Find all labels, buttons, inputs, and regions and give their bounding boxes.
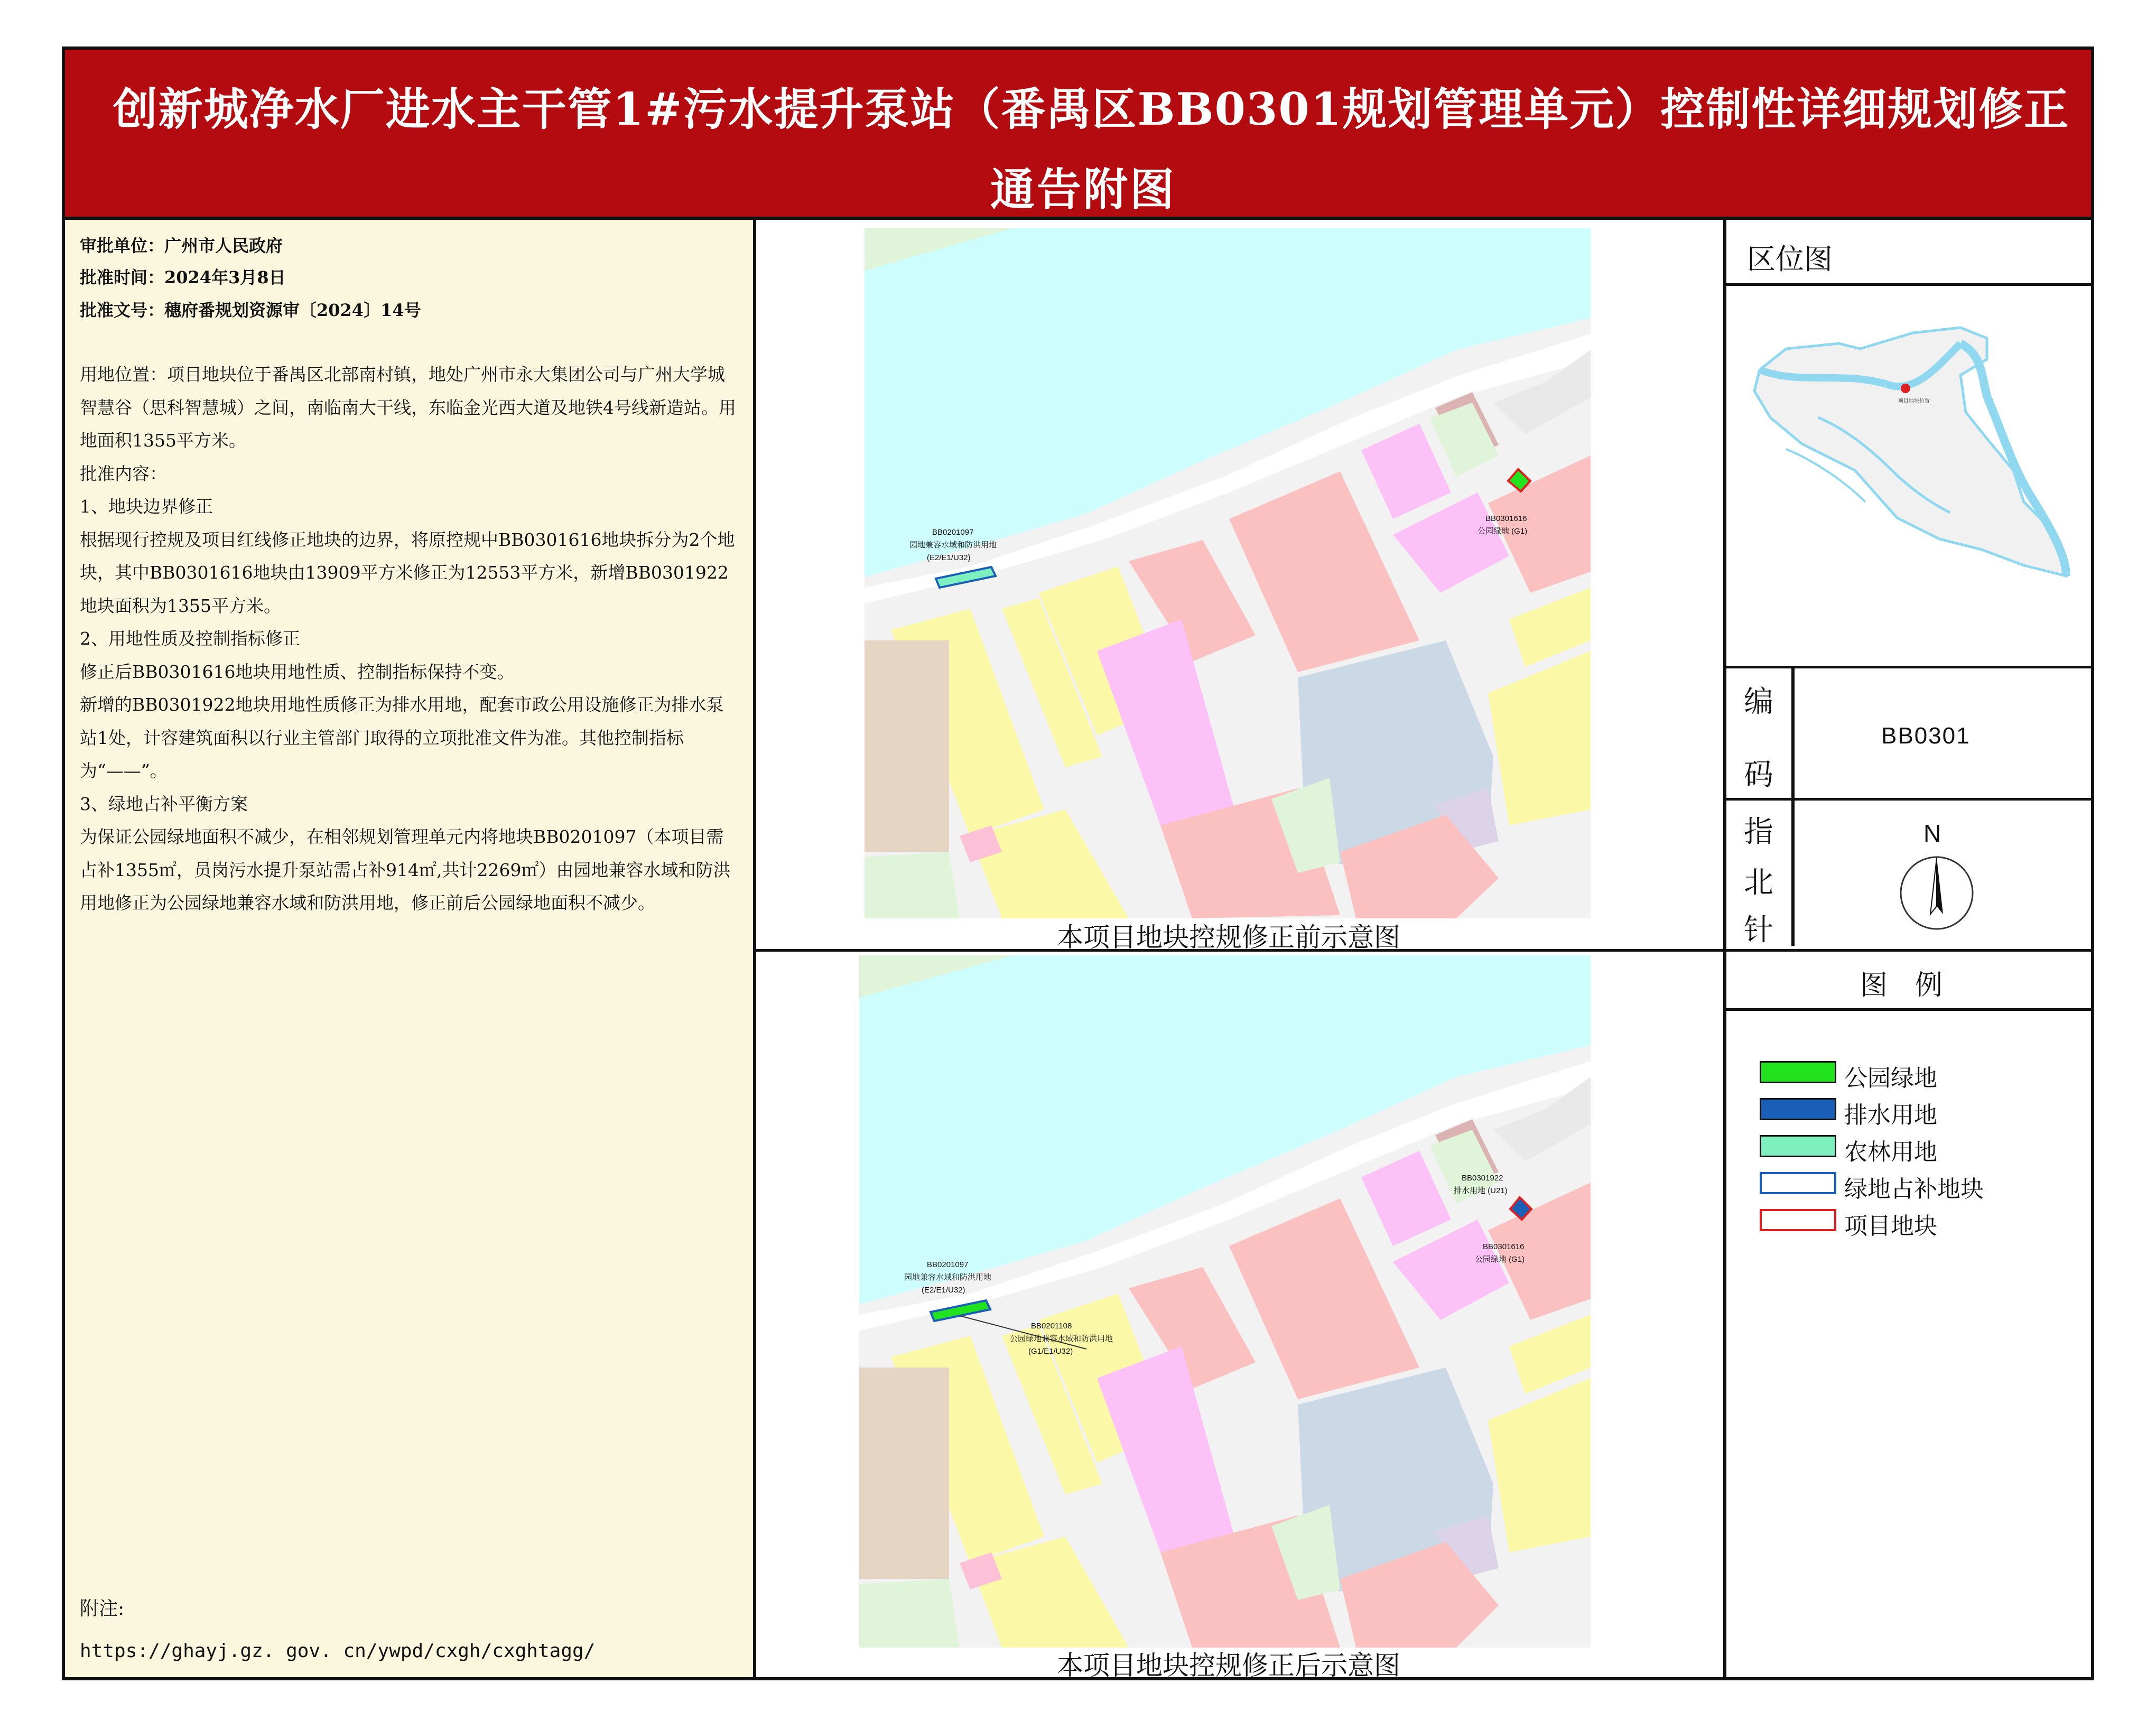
approval-doc-number: 批准文号：穗府番规划资源审〔2024〕14号 xyxy=(80,300,421,320)
unit-code-value: BB0301 xyxy=(1881,723,1971,749)
paragraph-section-3: 3、绿地占补平衡方案 xyxy=(80,793,248,814)
after-east1-use: 排水用地 (U21) xyxy=(1454,1186,1508,1195)
paragraph-balance: 为保证公园绿地面积不减少，在相邻规划管理单元内将地块BB0201097（本项目需占补1355㎡，员岗污水提升泵站需占补914㎡,共计2269㎡）由园地兼容水域和防洪用地修正为公园绿地兼容水域和防洪用地，修正前后公园绿地面积不减少。 xyxy=(80,826,731,913)
north-char-2: 北 xyxy=(1744,866,1773,899)
after-west-code: BB0201097 xyxy=(927,1260,969,1269)
approval-time: 批准时间：2024年3月8日 xyxy=(80,267,286,287)
legend-label-project-plot: 项目地块 xyxy=(1844,1213,1937,1239)
before-east-code: BB0301616 xyxy=(1485,514,1527,523)
legend-label-green-compensation: 绿地占补地块 xyxy=(1844,1176,1984,1202)
code-char-2: 码 xyxy=(1744,758,1773,791)
legend-title: 图 例 xyxy=(1860,970,1943,1001)
approval-unit: 审批单位：广州市人民政府 xyxy=(80,236,283,256)
code-char-1: 编 xyxy=(1744,685,1773,718)
note-label: 附注: xyxy=(80,1598,125,1620)
map-before-caption: 本项目地块控规修正前示意图 xyxy=(1057,923,1400,952)
location-map-title: 区位图 xyxy=(1747,244,1833,275)
map-after-caption: 本项目地块控规修正后示意图 xyxy=(1057,1651,1400,1680)
paragraph-section-2: 2、用地性质及控制指标修正 xyxy=(80,628,300,649)
before-east-use: 公园绿地 (G1) xyxy=(1477,527,1528,536)
after-west-class: (E2/E1/U32) xyxy=(922,1286,965,1295)
north-char-1: 指 xyxy=(1744,815,1773,848)
north-char-3: 针 xyxy=(1744,913,1773,946)
after-east1-code: BB0301922 xyxy=(1462,1174,1503,1183)
before-west-code: BB0201097 xyxy=(932,528,974,537)
location-marker-label: 项目地块位置 xyxy=(1898,398,1930,404)
page-title-line1: 创新城净水厂进水主干管1#污水提升泵站（番禺区BB0301规划管理单元）控制性详细规划修正 xyxy=(113,83,2070,135)
page-title-line2: 通告附图 xyxy=(990,163,1176,216)
north-letter: N xyxy=(1923,820,1941,847)
page-frame xyxy=(62,46,2094,1680)
paragraph-new-plot: 新增的BB0301922地块用地性质修正为排水用地，配套市政公用设施修正为排水泵站1处，计容建筑面积以行业主管部门取得的立项批准文件为准。其他控制指标为“——”。 xyxy=(80,694,724,781)
paragraph-location: 用地位置：项目地块位于番禺区北部南村镇，地处广州市永大集团公司与广州大学城智慧谷（思科智慧城）之间，南临南大干线，东临金光西大道及地铁4号线新造站。用地面积1355平方米。 xyxy=(80,364,736,451)
legend-label-drainage: 排水用地 xyxy=(1844,1102,1937,1128)
paragraph-content-heading: 批准内容： xyxy=(80,463,167,484)
before-west-class: (E2/E1/U32) xyxy=(927,553,971,562)
after-west-use: 园地兼容水域和防洪用地 xyxy=(904,1273,992,1282)
paragraph-boundary: 根据现行控规及项目红线修正地块的边界，将原控规中BB0301616地块拆分为2个地块，其中BB0301616地块由13909平方米修正为12553平方米，新增BB0301922地块面积为1355平方米。 xyxy=(80,529,735,616)
after-west2-use: 公园绿地兼容水域和防洪用地 xyxy=(1010,1334,1113,1343)
paragraph-section-1: 1、地块边界修正 xyxy=(80,496,213,517)
paragraph-unchanged: 修正后BB0301616地块用地性质、控制指标保持不变。 xyxy=(80,661,515,682)
before-west-use: 园地兼容水域和防洪用地 xyxy=(909,541,997,550)
legend-label-park-green: 公园绿地 xyxy=(1844,1065,1937,1091)
legend-label-agriculture: 农林用地 xyxy=(1844,1139,1937,1165)
note-url[interactable]: https://ghayj.gz. gov. cn/ywpd/cxgh/cxghtagg/ xyxy=(80,1640,596,1662)
after-west2-code: BB0201108 xyxy=(1031,1322,1072,1331)
after-west2-class: (G1/E1/U32) xyxy=(1028,1347,1073,1356)
after-east2-use: 公园绿地 (G1) xyxy=(1475,1255,1525,1264)
after-east2-code: BB0301616 xyxy=(1483,1242,1525,1251)
